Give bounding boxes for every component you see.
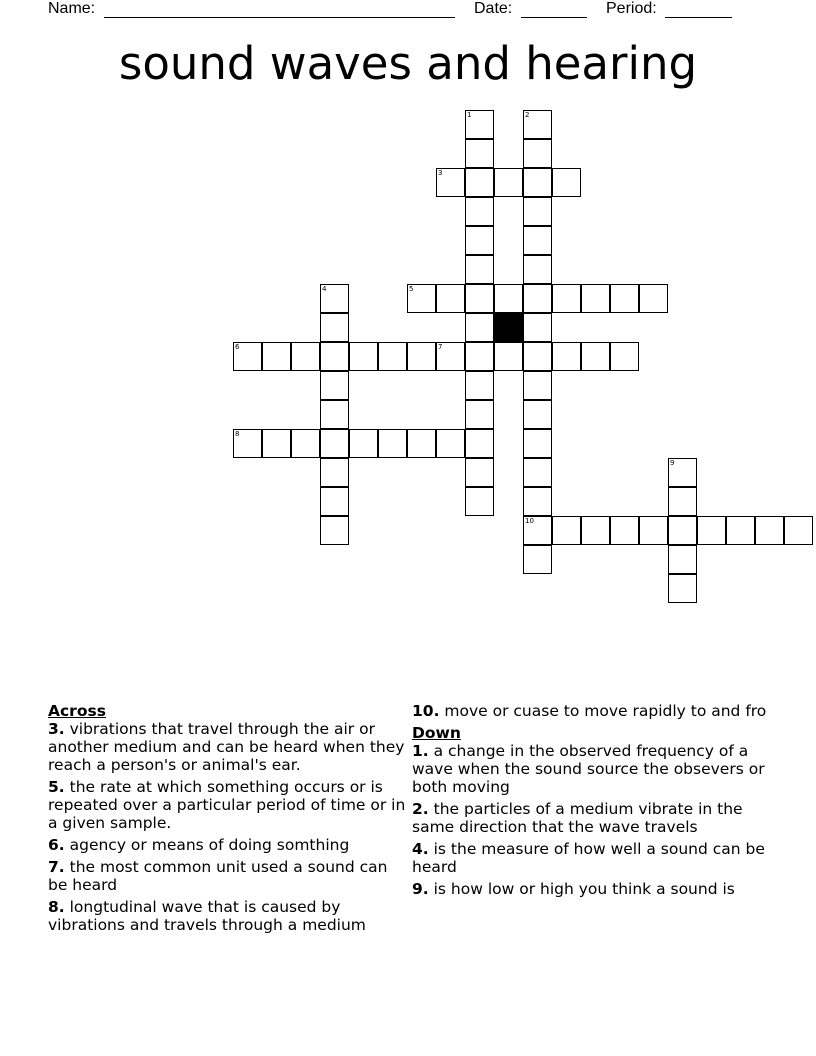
grid-cell[interactable] [320,458,349,487]
grid-cell[interactable] [755,516,784,545]
across-clue [48,858,408,894]
grid-cell[interactable] [349,342,378,371]
clue-text: agency or means of doing somthing [64,836,350,854]
grid-cell[interactable] [523,400,552,429]
grid-cell[interactable] [523,545,552,574]
clue-number: 3 [438,169,443,177]
clue-number: 2. [412,800,429,818]
clue-number: 7 [438,343,443,351]
grid-cell[interactable] [465,226,494,255]
grid-cell[interactable] [262,342,291,371]
grid-cell[interactable] [552,516,581,545]
black-cell [494,313,523,342]
grid-cell[interactable] [465,429,494,458]
grid-cell[interactable] [523,226,552,255]
grid-cell[interactable] [465,458,494,487]
down-clue [412,742,772,796]
grid-cell[interactable] [610,342,639,371]
grid-cell[interactable] [436,284,465,313]
grid-cell[interactable] [291,429,320,458]
grid-cell[interactable] [407,429,436,458]
grid-cell[interactable] [320,342,349,371]
clue-text: vibrations that travel through the air or another medium and can be heard when they reach a person's or animal's ear. [48,720,405,774]
grid-cell[interactable] [697,516,726,545]
grid-cell[interactable] [465,168,494,197]
clue-text: move or cuase to move rapidly to and fro [439,702,767,720]
grid-cell[interactable] [378,429,407,458]
date-label: Date: [474,0,513,17]
grid-cell[interactable] [494,168,523,197]
across-clue [48,836,408,854]
clue-number: 5. [48,778,65,796]
grid-cell[interactable] [610,516,639,545]
grid-cell[interactable] [668,458,697,487]
grid-cell[interactable] [320,487,349,516]
clue-text: longtudinal wave that is caused by vibrations and travels through a medium [48,898,366,934]
period-label: Period: [606,0,657,17]
grid-cell[interactable] [465,284,494,313]
clue-text: is how low or high you think a sound is [428,880,735,898]
grid-cell[interactable] [407,342,436,371]
clue-number: 8 [235,430,240,438]
clue-text: the most common unit used a sound can be heard [48,858,388,894]
grid-cell[interactable] [320,429,349,458]
grid-cell[interactable] [523,487,552,516]
across-clues [48,702,408,938]
grid-cell[interactable] [494,342,523,371]
clue-text: is the measure of how well a sound can be heard [412,840,765,876]
clue-number: 10 [525,517,534,525]
grid-cell[interactable] [291,342,320,371]
across-heading: Across [48,702,106,720]
grid-cell[interactable] [726,516,755,545]
grid-cell[interactable] [523,110,552,139]
grid-cell[interactable] [233,342,262,371]
clue-number: 6. [48,836,65,854]
grid-cell[interactable] [523,197,552,226]
grid-cell[interactable] [639,284,668,313]
clue-number: 3. [48,720,65,738]
grid-cell[interactable] [668,516,697,545]
grid-cell[interactable] [581,284,610,313]
grid-cell[interactable] [523,458,552,487]
clue-text: a change in the observed frequency of a wave when the sound source the obsevers or both moving [412,742,765,796]
across-clue [412,702,772,720]
grid-cell[interactable] [552,168,581,197]
grid-cell[interactable] [465,313,494,342]
grid-cell[interactable] [523,516,552,545]
clue-number: 10. [412,702,440,720]
grid-cell[interactable] [523,284,552,313]
clue-number: 9. [412,880,429,898]
grid-cell[interactable] [465,197,494,226]
grid-cell[interactable] [494,284,523,313]
grid-cell[interactable] [668,545,697,574]
grid-cell[interactable] [436,342,465,371]
grid-cell[interactable] [320,516,349,545]
grid-cell[interactable] [378,342,407,371]
grid-cell[interactable] [407,284,436,313]
grid-cell[interactable] [233,429,262,458]
grid-cell[interactable] [465,255,494,284]
grid-cell[interactable] [523,313,552,342]
grid-cell[interactable] [523,342,552,371]
grid-cell[interactable] [320,371,349,400]
down-clue [412,800,772,836]
grid-cell[interactable] [349,429,378,458]
down-heading: Down [412,724,461,742]
clue-number: 4 [322,285,327,293]
name-label: Name: [48,0,96,17]
down-clue [412,840,772,876]
clue-text: the rate at which something occurs or is repeated over a particular period of time or in a given sample. [48,778,406,832]
grid-cell[interactable] [262,429,291,458]
clue-column-right [412,702,772,902]
grid-cell[interactable] [523,168,552,197]
grid-cell[interactable] [610,284,639,313]
grid-cell[interactable] [523,429,552,458]
grid-cell[interactable] [639,516,668,545]
clue-number: 1. [412,742,429,760]
grid-cell[interactable] [436,429,465,458]
clue-number: 1 [467,111,472,119]
across-clue [48,720,408,774]
clue-number: 5 [409,285,414,293]
grid-cell[interactable] [523,139,552,168]
grid-cell[interactable] [465,110,494,139]
down-clue [412,880,772,898]
grid-cell[interactable] [465,139,494,168]
clue-number: 6 [235,343,240,351]
clue-number: 2 [525,111,530,119]
grid-cell[interactable] [320,400,349,429]
grid-cell[interactable] [465,371,494,400]
grid-cell[interactable] [552,284,581,313]
grid-cell[interactable] [581,342,610,371]
grid-cell[interactable] [465,342,494,371]
grid-cell[interactable] [523,255,552,284]
clue-number: 7. [48,858,65,876]
grid-cell[interactable] [320,313,349,342]
clue-text: the particles of a medium vibrate in the same direction that the wave travels [412,800,743,836]
grid-cell[interactable] [320,284,349,313]
grid-cell[interactable] [465,487,494,516]
grid-cell[interactable] [581,516,610,545]
grid-cell[interactable] [436,168,465,197]
grid-cell[interactable] [465,400,494,429]
grid-cell[interactable] [668,487,697,516]
page-title: sound waves and hearing [118,37,698,90]
grid-cell[interactable] [552,342,581,371]
grid-cell[interactable] [784,516,813,545]
across-clue [48,778,408,832]
clue-number: 9 [670,459,675,467]
clue-number: 4. [412,840,429,858]
across-clue [48,898,408,934]
clue-number: 8. [48,898,65,916]
grid-cell[interactable] [523,371,552,400]
grid-cell[interactable] [668,574,697,603]
